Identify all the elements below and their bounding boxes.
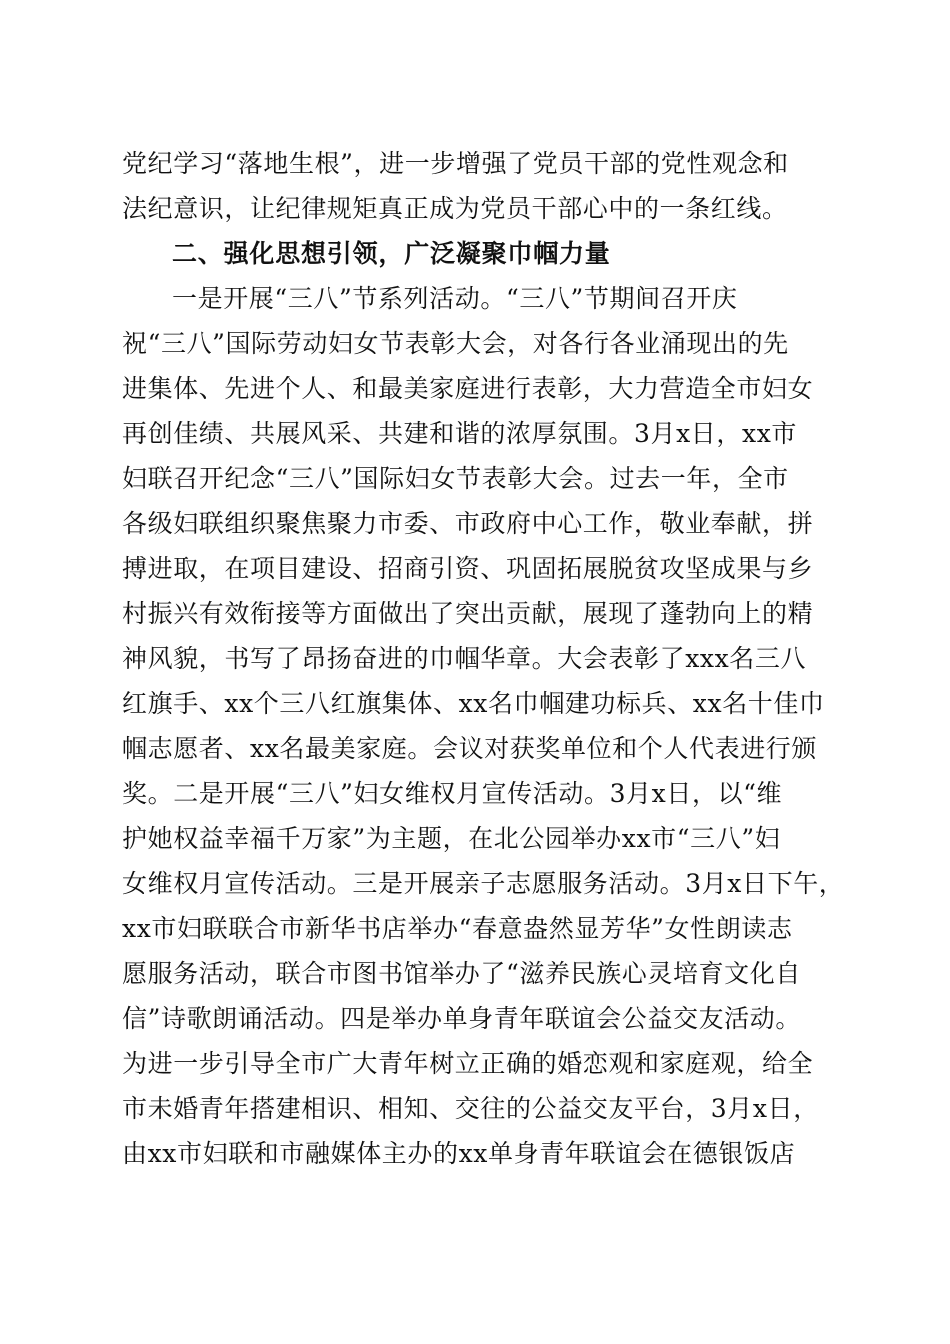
body-text-line: 由xx市妇联和市融媒体主办的xx单身青年联谊会在德银饭店 — [122, 1139, 796, 1168]
body-text-line: 女维权月宣传活动。三是开展亲子志愿服务活动。3月x日下午， — [122, 869, 845, 898]
section-heading: 二、强化思想引领，广泛凝聚巾帼力量 — [172, 239, 611, 268]
body-text-line: 妇联召开纪念“三八”国际妇女节表彰大会。过去一年，全市 — [122, 464, 789, 493]
body-text-line: 神风貌，书写了昂扬奋进的巾帼华章。大会表彰了xxx名三八 — [122, 644, 807, 673]
body-text-line: 帼志愿者、xx名最美家庭。会议对获奖单位和个人代表进行颁 — [122, 734, 818, 763]
body-text-line: 奖。二是开展“三八”妇女维权月宣传活动。3月x日，以“维 — [122, 779, 783, 808]
body-text-line: 再创佳绩、共展风采、共建和谐的浓厚氛围。3月x日，xx市 — [122, 419, 798, 448]
body-text-line: 祝“三八”国际劳动妇女节表彰大会，对各行各业涌现出的先 — [122, 329, 789, 358]
body-text-line: 护她权益幸福千万家”为主题，在北公园举办xx市“三八”妇 — [122, 824, 781, 853]
body-text-line: 市未婚青年搭建相识、相知、交往的公益交友平台，3月x日， — [122, 1094, 819, 1123]
body-text-line: 一是开展“三八”节系列活动。“三八”节期间召开庆 — [172, 284, 738, 313]
body-text-line: xx市妇联联合市新华书店举办“春意盎然显芳华”女性朗读志 — [122, 914, 793, 943]
body-text-line: 进集体、先进个人、和最美家庭进行表彰，大力营造全市妇女 — [122, 374, 814, 403]
body-text-line: 搏进取，在项目建设、招商引资、巩固拓展脱贫攻坚成果与乡 — [122, 554, 814, 583]
body-text-line: 各级妇联组织聚焦聚力市委、市政府中心工作，敬业奉献，拼 — [122, 509, 814, 538]
body-text-line: 为进一步引导全市广大青年树立正确的婚恋观和家庭观，给全 — [122, 1049, 814, 1078]
body-text-line: 信”诗歌朗诵活动。四是举办单身青年联谊会公益交友活动。 — [122, 1004, 801, 1033]
body-text-line: 红旗手、xx个三八红旗集体、xx名巾帼建功标兵、xx名十佳巾 — [122, 689, 825, 718]
body-text-line: 法纪意识，让纪律规矩真正成为党员干部心中的一条红线。 — [122, 194, 788, 223]
body-text-line: 村振兴有效衔接等方面做出了突出贡献，展现了蓬勃向上的精 — [122, 599, 814, 628]
body-text-line: 愿服务活动，联合市图书馆举办了“滋养民族心灵培育文化自 — [122, 959, 801, 988]
body-text-line: 党纪学习“落地生根”，进一步增强了党员干部的党性观念和 — [122, 149, 789, 178]
